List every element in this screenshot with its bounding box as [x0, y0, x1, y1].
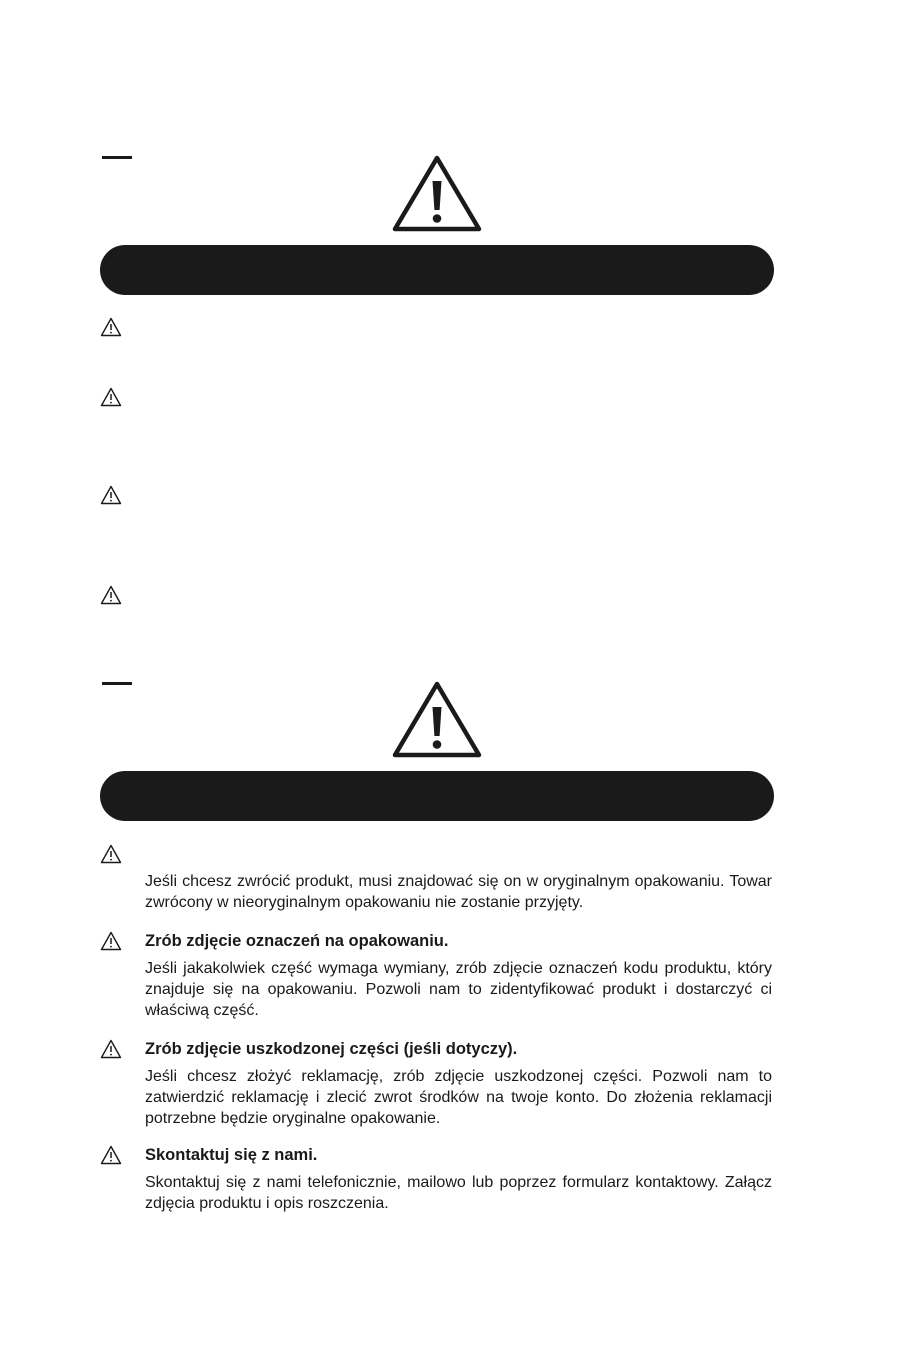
section-banner [100, 245, 774, 295]
warning-triangle-icon [390, 679, 484, 759]
warning-triangle-small-icon [100, 585, 122, 605]
warning-triangle-small-icon [100, 844, 122, 864]
warning-triangle-small-icon [100, 931, 122, 951]
item-body: Jeśli chcesz złożyć reklamację, zrób zdjęcie uszkodzonej części. Pozwoli nam to zatwierdzić reklamację i zlecić zwrot środków na twoje konto. Do złożenia reklamacji potrzebne będzie oryginalne opakowanie. [145, 1068, 772, 1127]
item-title: Zrób zdjęcie oznaczeń na opakowaniu. [145, 932, 449, 950]
section-marker-line [102, 156, 132, 159]
item-title: Zrób zdjęcie uszkodzonej części (jeśli dotyczy). [145, 1040, 518, 1058]
item-title: Skontaktuj się z nami. [145, 1146, 318, 1164]
warning-triangle-small-icon [100, 317, 122, 337]
item-body: Skontaktuj się z nami telefonicznie, mailowo lub poprzez formularz kontaktowy. Załącz zdjęcia produktu i opis roszczenia. [145, 1174, 772, 1212]
warning-triangle-small-icon [100, 1145, 122, 1165]
warning-triangle-small-icon [100, 485, 122, 505]
item-body: Jeśli jakakolwiek część wymaga wymiany, zrób zdjęcie oznaczeń kodu produktu, który znajduje się na opakowaniu. Pozwoli nam to zidentyfikować produkt i dostarczyć ci właściwą część. [145, 960, 772, 1019]
warning-triangle-small-icon [100, 387, 122, 407]
warning-triangle-icon [390, 153, 484, 233]
section-marker-line [102, 682, 132, 685]
section-banner [100, 771, 774, 821]
warning-triangle-small-icon [100, 1039, 122, 1059]
item-body: Jeśli chcesz zwrócić produkt, musi znajdować się on w oryginalnym opakowaniu. Towar zwrócony w nieoryginalnym opakowaniu nie zostanie przyjęty. [145, 873, 772, 911]
